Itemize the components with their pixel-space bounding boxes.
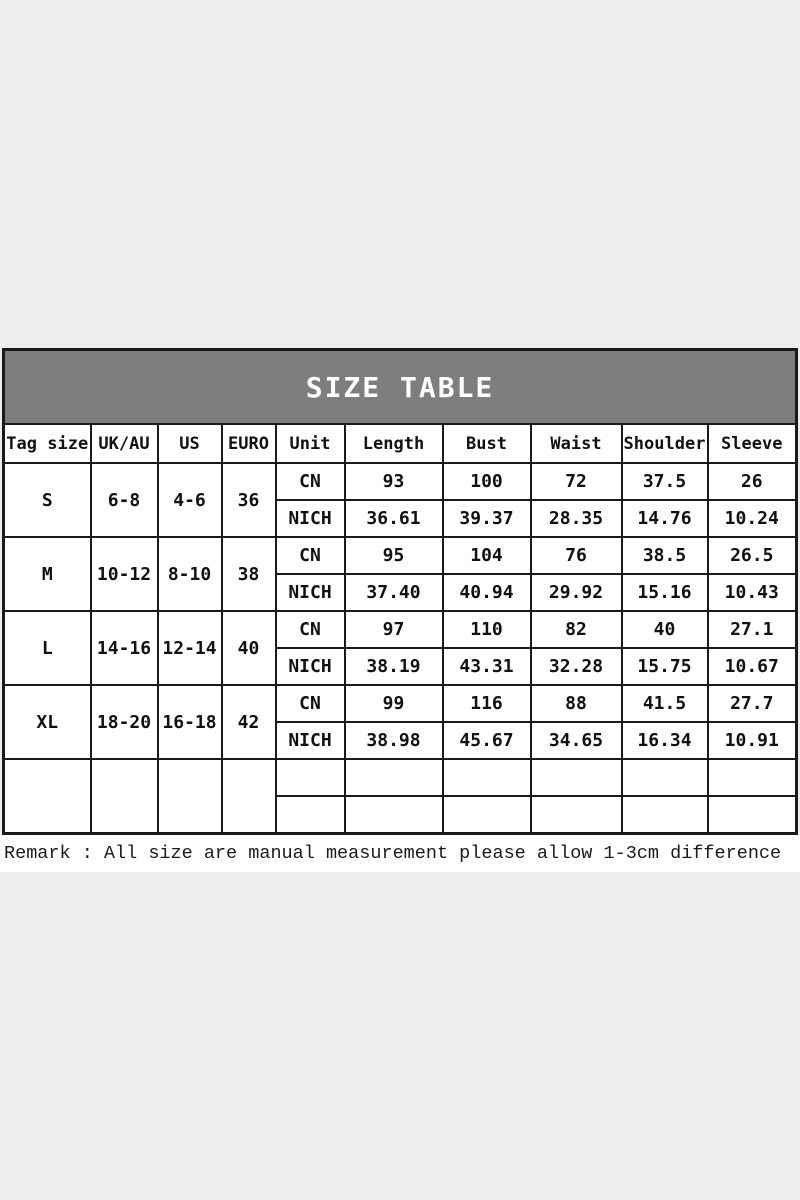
shoulder-cell: 38.5 [622, 537, 708, 574]
table-row [4, 537, 797, 574]
bust-cell: 40.94 [443, 574, 531, 611]
length-cell: 99 [345, 685, 443, 722]
table-row [4, 463, 797, 500]
bust-cell [443, 796, 531, 834]
us-cell: 12-14 [158, 611, 222, 685]
euro-cell: 36 [222, 463, 276, 537]
unit-cell: NICH [276, 722, 345, 759]
size-table [2, 348, 798, 835]
shoulder-cell [622, 796, 708, 834]
length-cell [345, 759, 443, 796]
waist-cell: 88 [531, 685, 622, 722]
sleeve-cell: 10.24 [708, 500, 797, 537]
header-cell-shoulder: Shoulder [622, 424, 708, 463]
waist-cell: 34.65 [531, 722, 622, 759]
length-cell: 38.19 [345, 648, 443, 685]
us-cell: 8-10 [158, 537, 222, 611]
tag-cell: XL [4, 685, 91, 759]
length-cell: 97 [345, 611, 443, 648]
bust-cell: 45.67 [443, 722, 531, 759]
unit-cell: CN [276, 685, 345, 722]
unit-cell [276, 759, 345, 796]
sleeve-cell: 10.91 [708, 722, 797, 759]
sleeve-cell: 26 [708, 463, 797, 500]
tag-cell [4, 759, 91, 834]
bust-cell [443, 759, 531, 796]
sleeve-cell: 10.43 [708, 574, 797, 611]
waist-cell: 29.92 [531, 574, 622, 611]
tag-cell: M [4, 537, 91, 611]
bust-cell: 116 [443, 685, 531, 722]
bust-cell: 110 [443, 611, 531, 648]
table-row [4, 685, 797, 722]
table-title: SIZE TABLE [4, 350, 797, 425]
header-cell-euro: EURO [222, 424, 276, 463]
header-cell-unit: Unit [276, 424, 345, 463]
length-cell: 95 [345, 537, 443, 574]
unit-cell: CN [276, 537, 345, 574]
euro-cell: 42 [222, 685, 276, 759]
shoulder-cell: 15.75 [622, 648, 708, 685]
length-cell: 37.40 [345, 574, 443, 611]
unit-cell [276, 796, 345, 834]
waist-cell: 28.35 [531, 500, 622, 537]
shoulder-cell: 16.34 [622, 722, 708, 759]
shoulder-cell: 14.76 [622, 500, 708, 537]
sleeve-cell: 26.5 [708, 537, 797, 574]
uk-au-cell: 10-12 [91, 537, 158, 611]
sleeve-cell [708, 796, 797, 834]
length-cell [345, 796, 443, 834]
unit-cell: NICH [276, 574, 345, 611]
unit-cell: NICH [276, 500, 345, 537]
header-cell-waist: Waist [531, 424, 622, 463]
sleeve-cell: 27.7 [708, 685, 797, 722]
euro-cell: 38 [222, 537, 276, 611]
us-cell: 16-18 [158, 685, 222, 759]
sleeve-cell [708, 759, 797, 796]
shoulder-cell [622, 759, 708, 796]
euro-cell: 40 [222, 611, 276, 685]
shoulder-cell: 41.5 [622, 685, 708, 722]
table-row [4, 611, 797, 648]
sleeve-cell: 10.67 [708, 648, 797, 685]
waist-cell: 82 [531, 611, 622, 648]
header-cell-us: US [158, 424, 222, 463]
shoulder-cell: 15.16 [622, 574, 708, 611]
length-cell: 38.98 [345, 722, 443, 759]
remark-text: Remark : All size are manual measurement please allow 1-3cm difference [4, 843, 782, 864]
header-cell-uk-au: UK/AU [91, 424, 158, 463]
euro-cell [222, 759, 276, 834]
uk-au-cell [91, 759, 158, 834]
waist-cell [531, 796, 622, 834]
remark-strip [0, 835, 800, 872]
waist-cell [531, 759, 622, 796]
header-cell-bust: Bust [443, 424, 531, 463]
header-cell-sleeve: Sleeve [708, 424, 797, 463]
header-cell-length: Length [345, 424, 443, 463]
title-row [4, 350, 797, 425]
us-cell: 4-6 [158, 463, 222, 537]
us-cell [158, 759, 222, 834]
waist-cell: 72 [531, 463, 622, 500]
shoulder-cell: 40 [622, 611, 708, 648]
length-cell: 93 [345, 463, 443, 500]
bust-cell: 43.31 [443, 648, 531, 685]
waist-cell: 32.28 [531, 648, 622, 685]
tag-cell: S [4, 463, 91, 537]
sleeve-cell: 27.1 [708, 611, 797, 648]
tag-cell: L [4, 611, 91, 685]
unit-cell: NICH [276, 648, 345, 685]
header-row [4, 424, 797, 463]
shoulder-cell: 37.5 [622, 463, 708, 500]
bust-cell: 100 [443, 463, 531, 500]
unit-cell: CN [276, 463, 345, 500]
header-cell-tag-size: Tag size [4, 424, 91, 463]
size-chart-panel [0, 348, 800, 872]
table-row-empty [4, 759, 797, 796]
uk-au-cell: 18-20 [91, 685, 158, 759]
uk-au-cell: 14-16 [91, 611, 158, 685]
waist-cell: 76 [531, 537, 622, 574]
uk-au-cell: 6-8 [91, 463, 158, 537]
unit-cell: CN [276, 611, 345, 648]
bust-cell: 39.37 [443, 500, 531, 537]
length-cell: 36.61 [345, 500, 443, 537]
bust-cell: 104 [443, 537, 531, 574]
